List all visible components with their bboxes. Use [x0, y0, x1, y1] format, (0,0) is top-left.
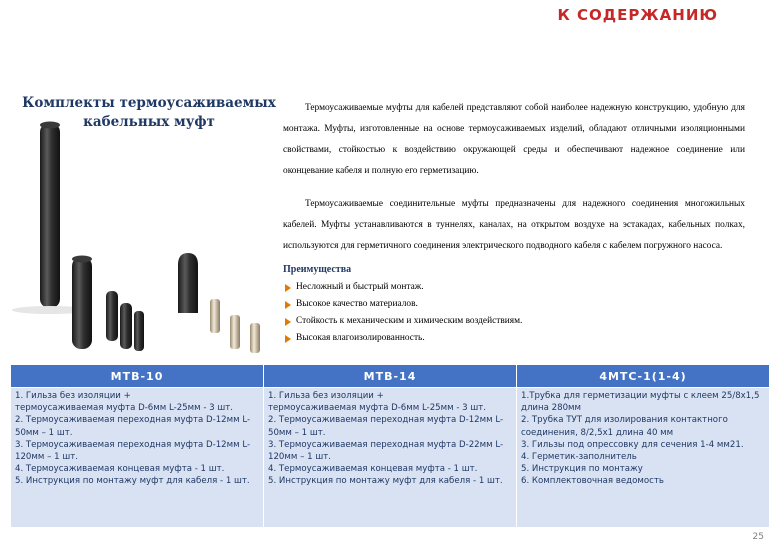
- advantage-item: Высокое качество материалов.: [283, 296, 745, 313]
- small-sleeve-1: [106, 291, 118, 341]
- heat-shrink-sleeves-image: [10, 115, 272, 365]
- advantages-section: [283, 264, 745, 347]
- advantage-item: Высокая влагоизолированность.: [283, 330, 745, 347]
- column-header-4mts: 4МТС-1(1-4): [517, 365, 770, 388]
- advantages-title: Преимущества: [283, 264, 352, 275]
- table-row: [11, 388, 770, 528]
- kit-contents-mtv-14: 1. Гильза без изоляции + термоусаживаемая муфта D-6мм L-25мм - 3 шт. 2. Термоусаживаемая переходная муфта D-12мм L-50мм – 1 шт. 3. Термоусаживаемая переходная муфта D-22мм L-120мм – 1 шт. 4. Термоусаживаемая концевая муфта - 1 шт. 5. Инструкция по монтажу муфт для кабеля - 1 шт.: [264, 388, 517, 528]
- page-number: 25: [752, 532, 764, 542]
- long-sleeve: [40, 123, 60, 308]
- kits-table: [10, 364, 770, 528]
- advantages-list: [283, 279, 745, 347]
- crimp-sleeve-3: [250, 323, 260, 353]
- crimp-sleeve-1: [210, 299, 220, 333]
- crimp-sleeve-2: [230, 315, 240, 349]
- advantage-item: Несложный и быстрый монтаж.: [283, 279, 745, 296]
- medium-sleeve: [72, 257, 92, 349]
- end-cap: [178, 253, 198, 313]
- kit-contents-4mts: 1.Трубка для герметизации муфты с клеем 25/8х1,5 длина 280мм 2. Трубка ТУТ для изолирования контактного соединения, 8/2,5х1 длина 40 мм 3. Гильзы под опрессовку для сечения 1-4 мм21. 4. Герметик-заполнитель 5. Инструкция по монтажу 6. Комплектовочная ведомость: [517, 388, 770, 528]
- intro-paragraph-2: Термоусаживаемые соединительные муфты предназначены для надежного соединения многожильных кабелей. Муфты устанавливаются в туннелях, каналах, на открытом воздухе на эстакадах, кабельных полках, используются для герметичного соединения электрического подводного кабеля с кабелем погружного насоса.: [283, 199, 745, 251]
- small-sleeve-2: [120, 303, 132, 349]
- column-header-mtv-10: МТВ-10: [11, 365, 264, 388]
- intro-text: [283, 98, 745, 269]
- kit-contents-mtv-10: 1. Гильза без изоляции + термоусаживаемая муфта D-6мм L-25мм - 3 шт. 2. Термоусаживаемая переходная муфта D-12мм L-50мм – 1 шт. 3. Термоусаживаемая переходная муфта D-12мм L-120мм – 1 шт. 4. Термоусаживаемая концевая муфта - 1 шт. 5. Инструкция по монтажу муфт для кабеля - 1 шт.: [11, 388, 264, 528]
- small-sleeve-3: [134, 311, 144, 351]
- intro-paragraph-1: Термоусаживаемые муфты для кабелей представляют собой наиболее надежную конструкцию, удобную для монтажа. Муфты, изготовленные на основе термоусаживаемых изделий, обладают отличными изоляционными свойствами, стойкостью к воздействию окружающей среды и обеспечивают надежное соединение или оконцевание кабеля и полную его герметизацию.: [283, 103, 745, 176]
- table-header-row: [11, 365, 770, 388]
- page-title-line-2: кабельных муфт: [83, 114, 215, 130]
- page-title-line-1: Комплекты термоусаживаемых: [22, 95, 276, 111]
- table-of-contents-link[interactable]: К СОДЕРЖАНИЮ: [557, 6, 718, 24]
- advantage-item: Стойкость к механическим и химическим воздействиям.: [283, 313, 745, 330]
- column-header-mtv-14: МТВ-14: [264, 365, 517, 388]
